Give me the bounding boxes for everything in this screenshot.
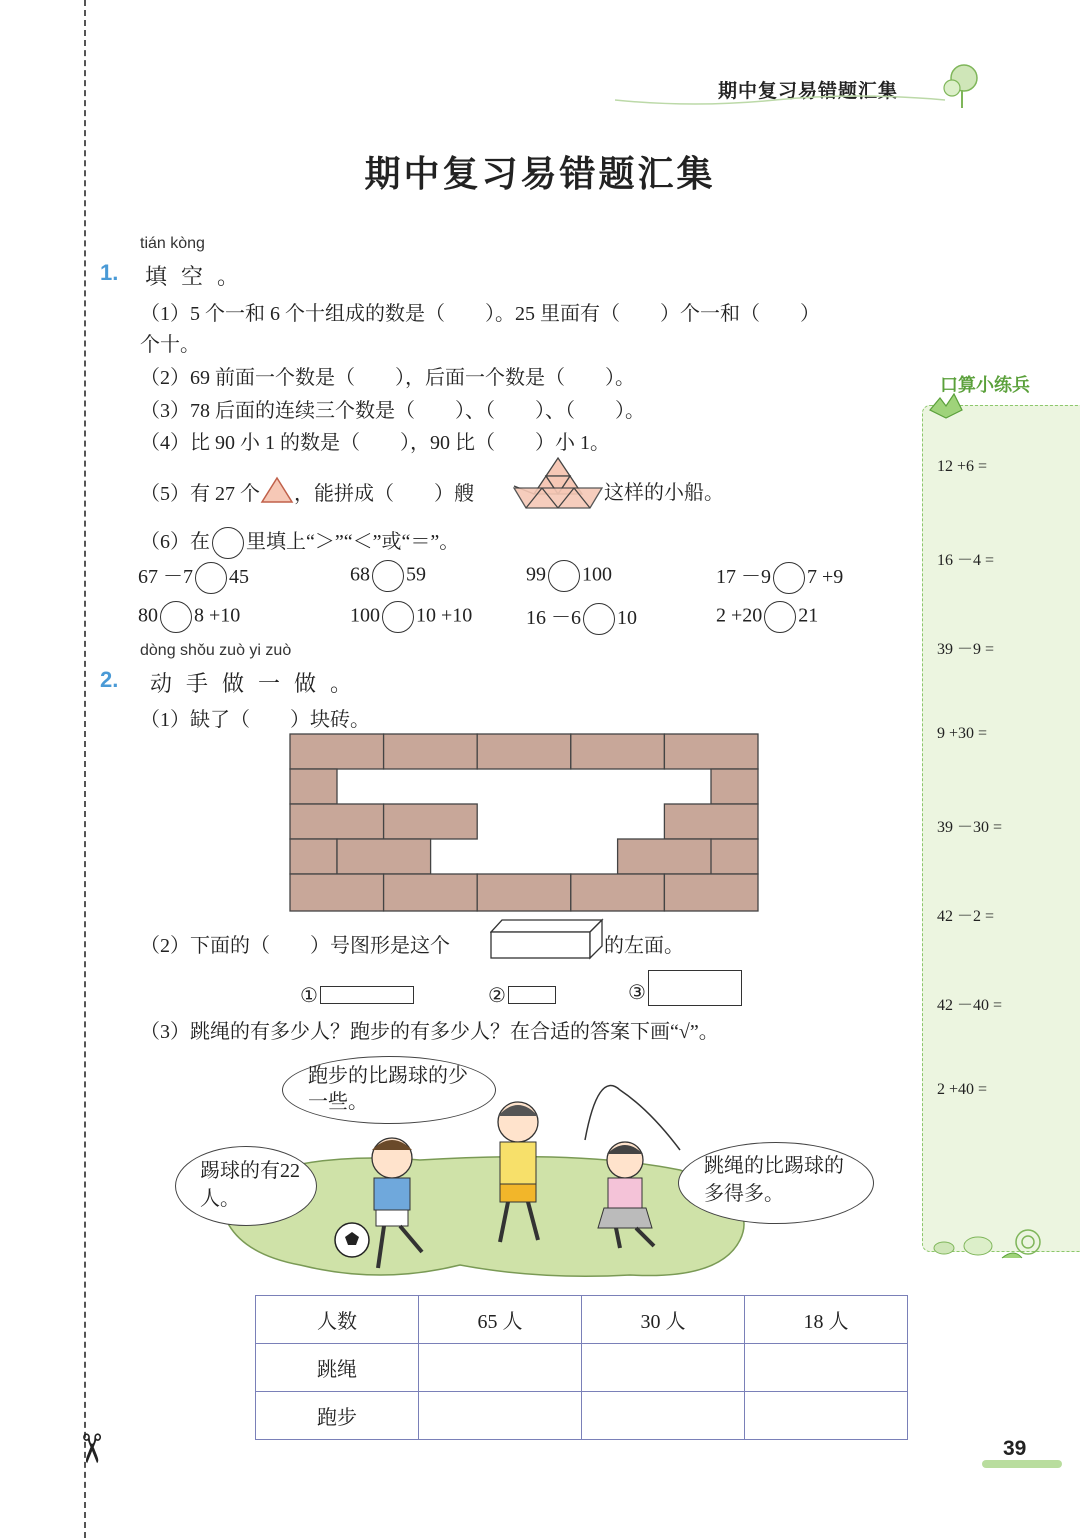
compare-left: 80	[138, 604, 158, 627]
q5-text-a: （5）有 27 个	[140, 483, 260, 505]
compare-left: 67 －7	[138, 566, 193, 588]
answer-cell[interactable]	[419, 1392, 582, 1440]
brick-wall-diagram	[289, 733, 759, 913]
q5-text-c: 这样的小船。	[604, 482, 724, 504]
compare-right: 45	[229, 566, 249, 588]
compare-right: 8 +10	[194, 604, 241, 627]
q1-line2: 个十。	[140, 334, 200, 356]
q4-text: （4）比 90 小 1 的数是（ ），90 比（ ）小 1。	[140, 432, 610, 454]
section2-pinyin: dòng shǒu zuò yi zuò	[140, 642, 292, 659]
compare-right: 21	[798, 604, 819, 627]
answer-table	[255, 1295, 908, 1440]
shape-label: ②	[488, 985, 506, 1007]
s2-q2-text-a: （2）下面的（ ）号图形是这个	[140, 935, 450, 957]
comparison-item	[350, 560, 426, 592]
shape-option-3[interactable]	[628, 970, 742, 1006]
comparison-item	[138, 601, 240, 633]
math-item: 2 +40 =	[937, 1081, 988, 1098]
math-item: 39 －9 =	[937, 641, 995, 658]
comparison-item	[526, 560, 612, 592]
answer-cell[interactable]	[745, 1344, 908, 1392]
compare-answer-circle[interactable]	[764, 601, 796, 633]
q3-text: （3）78 后面的连续三个数是（ ）、（ ）、（ ）。	[140, 400, 645, 422]
comparison-item	[716, 601, 818, 633]
comparison-item	[138, 560, 249, 594]
compare-right: 7 +9	[807, 566, 844, 588]
compare-right: 100	[582, 563, 612, 586]
q1-line1: （1）5 个一和 6 个十组成的数是（ ）。25 里面有（ ）个一和（ ）	[140, 303, 820, 325]
bubble-rope-text: 跳绳的比踢球的多得多。	[704, 1155, 844, 1205]
shape-label: ①	[300, 985, 318, 1007]
q5-line	[140, 476, 474, 506]
header-title: 期中复习易错题汇集	[718, 81, 899, 102]
comparison-item	[526, 601, 637, 635]
math-item: 16 －4 =	[937, 552, 995, 569]
s2-q1-text: （1）缺了（ ）块砖。	[140, 709, 370, 731]
tree-icon	[940, 62, 984, 110]
q6-text-b: 里填上“＞”“＜”或“＝”。	[246, 531, 460, 553]
math-item: 42 －2 =	[937, 908, 995, 925]
compare-left: 68	[350, 563, 370, 586]
shape-option-1[interactable]	[300, 983, 414, 1008]
table-header-cell: 30 人	[582, 1296, 745, 1344]
leaf-icon	[928, 390, 964, 420]
shape-option-2[interactable]	[488, 983, 556, 1008]
math-item: 39 －30 =	[937, 819, 1003, 836]
compare-right: 59	[406, 563, 426, 586]
compare-right: 10 +10	[416, 604, 473, 627]
section2-heading: 动手做一做。	[150, 671, 367, 696]
comparison-item	[716, 560, 843, 594]
q2-text: （2）69 前面一个数是（ ），后面一个数是（ ）。	[140, 367, 635, 389]
table-row	[256, 1344, 908, 1392]
math-item: 12 +6 =	[937, 458, 988, 475]
triangle-icon	[260, 476, 294, 504]
page-number: 39	[1003, 1437, 1027, 1460]
mental-math-label: 口算小练兵	[940, 375, 1030, 395]
compare-answer-circle[interactable]	[372, 560, 404, 592]
table-header-cell: 18 人	[745, 1296, 908, 1344]
q6-line	[140, 525, 459, 559]
compare-circle-example	[212, 527, 244, 559]
section1-pinyin: tián kòng	[140, 235, 205, 252]
compare-answer-circle[interactable]	[548, 560, 580, 592]
page-title: 期中复习易错题汇集	[364, 153, 716, 194]
math-item: 42 －40 =	[937, 997, 1003, 1014]
compare-answer-circle[interactable]	[773, 562, 805, 594]
compare-right: 10	[617, 607, 637, 629]
cut-line	[84, 0, 86, 1538]
shape-label: ③	[628, 982, 646, 1004]
table-header-cell: 65 人	[419, 1296, 582, 1344]
section1-number: 1.	[100, 260, 119, 285]
q6-text-a: （6）在	[140, 531, 210, 553]
compare-answer-circle[interactable]	[382, 601, 414, 633]
compare-answer-circle[interactable]	[195, 562, 227, 594]
answer-cell[interactable]	[419, 1344, 582, 1392]
comparison-item	[350, 601, 472, 633]
table-header-cell: 人数	[256, 1296, 419, 1344]
cuboid-icon	[490, 918, 604, 960]
header-vine-decoration	[615, 92, 995, 112]
compare-left: 16 －6	[526, 607, 581, 629]
table-row	[256, 1392, 908, 1440]
compare-answer-circle[interactable]	[583, 603, 615, 635]
row-label: 跑步	[256, 1392, 419, 1440]
compare-left: 2 +20	[716, 604, 763, 627]
snail-decoration-icon	[928, 1228, 1058, 1268]
bubble-run-text: 跑步的比踢球的少一些。	[308, 1065, 468, 1113]
row-label: 跳绳	[256, 1344, 419, 1392]
page-number-bar	[982, 1460, 1062, 1468]
s2-q3-text: （3）跳绳的有多少人？跑步的有多少人？在合适的答案下画“√”。	[140, 1021, 719, 1043]
table-header-row	[256, 1296, 908, 1344]
answer-cell[interactable]	[745, 1392, 908, 1440]
compare-left: 100	[350, 604, 380, 627]
boat-shape-icon	[512, 456, 604, 512]
bubble-kick-text: 踢球的有22人。	[200, 1160, 300, 1210]
answer-cell[interactable]	[582, 1344, 745, 1392]
answer-cell[interactable]	[582, 1392, 745, 1440]
section1-heading: 填空。	[145, 264, 254, 289]
compare-left: 17 －9	[716, 566, 771, 588]
compare-left: 99	[526, 563, 546, 586]
compare-answer-circle[interactable]	[160, 601, 192, 633]
scissors-icon: ✂	[68, 1431, 114, 1466]
math-item: 9 +30 =	[937, 725, 988, 742]
section2-number: 2.	[100, 667, 119, 692]
q5-text-b: ，能拼成（ ）艘	[294, 483, 474, 505]
s2-q2-text-b: 的左面。	[604, 935, 684, 957]
